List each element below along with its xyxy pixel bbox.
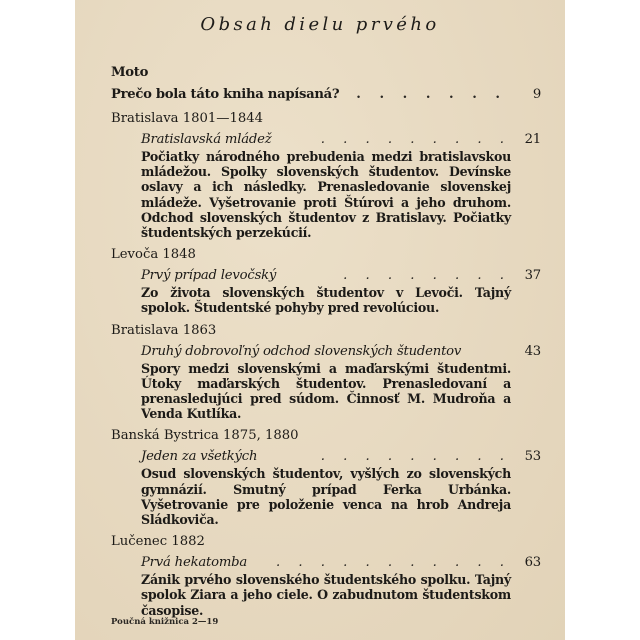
chapter-description: Osud slovenských študentov, vyšlých zo slovenských gymnázií. Smutný prípad Ferka Urbánka. Vyšetrovanie pre položenie venca na hrob Andreja Sládkoviča. <box>141 466 511 528</box>
page-number: 21 <box>524 132 541 147</box>
dot-leader: . . . . . . . . <box>343 268 511 284</box>
book-page <box>75 0 565 640</box>
toc-section <box>111 108 551 240</box>
chapter-description: Zo života slovenských študentov v Levoči. Tajný spolok. Študentské pohyby pred revolúciou. <box>141 285 511 316</box>
chapter-title: Prvý prípad levočský <box>141 268 277 284</box>
chapter-entry <box>141 342 541 422</box>
page-title: Obsah dielu prvého <box>200 14 440 35</box>
chapter-title: Prvá hekatomba <box>141 555 248 571</box>
entry-title: Moto <box>111 65 149 80</box>
chapter-description: Počiatky národného prebudenia medzi bratislavskou mládežou. Spolky slovenských študentov. Devínske oslavy a ich následky. Prenasledovanie slovenskej mládeže. Vyšetrovanie proti Štúrovi a jeho druhom. Odchod slovenských študentov z Bratislavy. Počiatky študentských perzekúcií. <box>141 149 511 241</box>
dot-leader: . . . . . . . . . <box>320 132 511 147</box>
section-heading: Banská Bystrica 1875, 1880 <box>111 428 299 444</box>
chapter-entry <box>141 553 541 618</box>
chapter-title: Jeden za všetkých <box>141 449 258 465</box>
chapter-description: Spory medzi slovenskými a maďarskými študentmi. Útoky maďarských študentov. Prenasledovaní a prenasledujúci pred súdom. Činnosť M. Mudroňa a Venda Kutlíka. <box>141 360 511 422</box>
chapter-title: Bratislavská mládež <box>141 132 272 147</box>
section-heading: Lučenec 1882 <box>111 534 205 550</box>
entry-title: Prečo bola táto kniha napísaná? <box>111 87 340 102</box>
table-of-contents <box>111 62 551 622</box>
toc-section <box>111 531 551 618</box>
section-heading: Levoča 1848 <box>111 247 196 263</box>
toc-section <box>111 244 551 315</box>
page-number: 63 <box>524 555 541 571</box>
dot-leader: . . . . . . . . . . . <box>275 555 511 571</box>
toc-entry-moto <box>111 62 551 84</box>
chapter-entry <box>141 447 541 528</box>
page-number: 43 <box>524 343 541 359</box>
page-number: 53 <box>524 449 541 465</box>
toc-section <box>111 425 551 527</box>
chapter-entry <box>141 130 541 241</box>
chapter-description: Zánik prvého slovenského študentského spolku. Tajný spolok Ziara a jeho ciele. O zabudnutom študentskom časopise. <box>141 572 511 618</box>
section-heading: Bratislava 1863 <box>111 322 217 338</box>
page-number: 9 <box>532 87 541 102</box>
section-heading: Bratislava 1801—1844 <box>111 111 264 126</box>
toc-entry-preface <box>111 84 551 106</box>
page-footer: Poučná knižnica 2—19 <box>111 617 219 627</box>
dot-leader: . . . . . . . . . <box>320 449 511 465</box>
page-number: 37 <box>524 268 541 284</box>
toc-section <box>111 320 551 422</box>
chapter-title: Druhý dobrovoľný odchod slovenských študentov <box>141 343 462 359</box>
chapter-entry <box>141 266 541 316</box>
dot-leader: . . . . . . . . . <box>309 87 507 102</box>
